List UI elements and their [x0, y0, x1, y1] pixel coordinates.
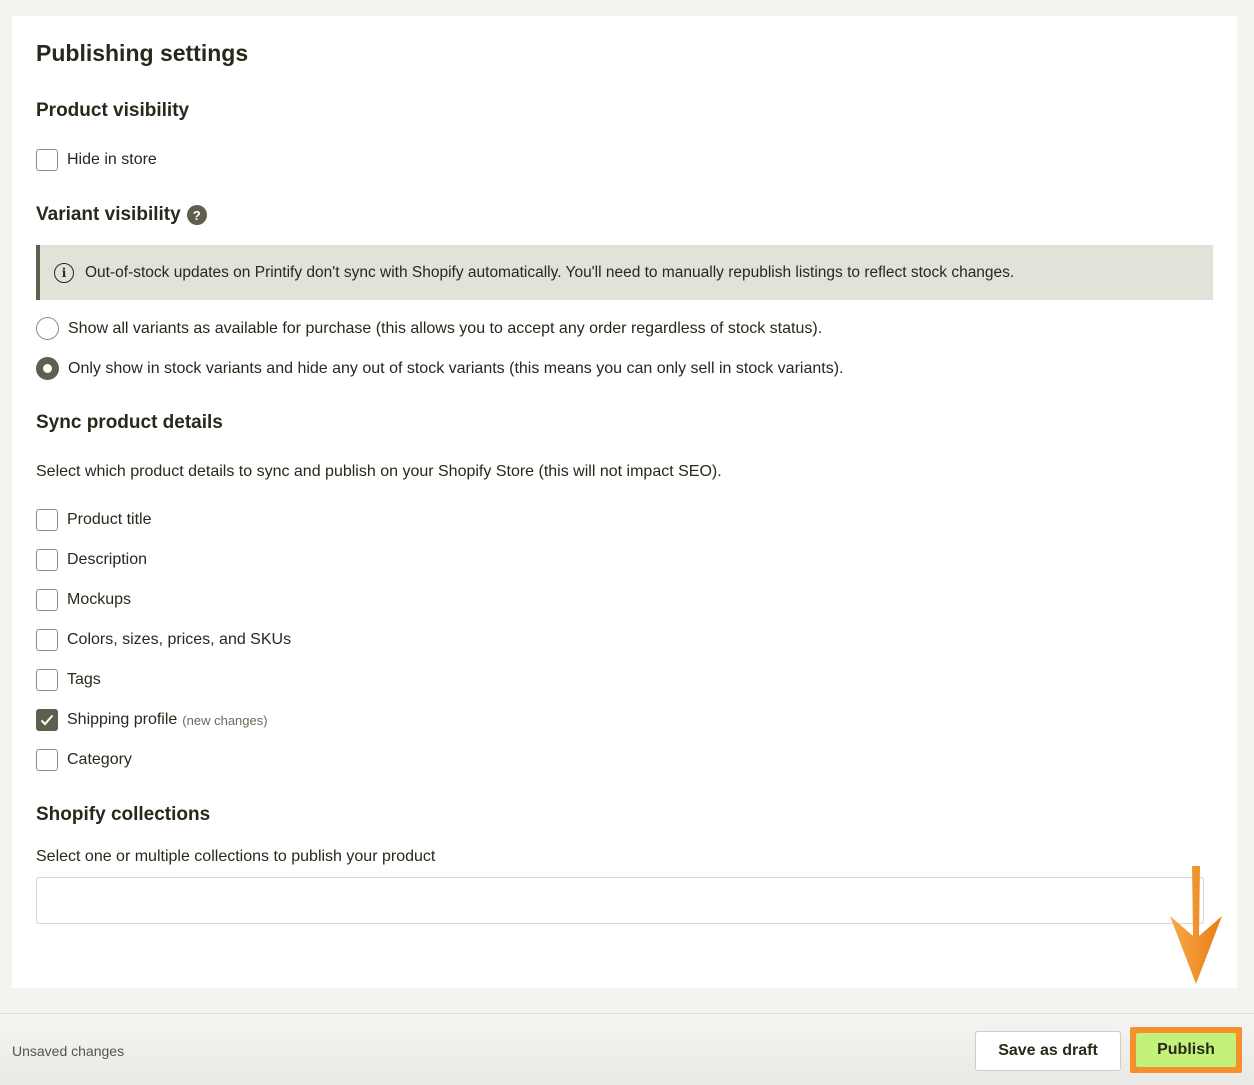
sync-item-checkbox[interactable]: [36, 629, 58, 651]
sync-item-checkbox[interactable]: [36, 709, 58, 731]
down-arrow-annotation-icon: [1164, 866, 1228, 986]
sync-item-checkbox[interactable]: [36, 749, 58, 771]
sync-item-label: Tags: [67, 671, 101, 688]
sync-item-label: Mockups: [67, 591, 132, 608]
sync-item-description[interactable]: [36, 549, 147, 571]
variant-option-all[interactable]: [36, 317, 822, 340]
variant-option-in-stock-label: Only show in stock variants and hide any out of stock variants (this means you can only sell in stock variants).: [68, 359, 844, 377]
help-icon[interactable]: ?: [187, 205, 207, 225]
new-changes-hint: (new changes): [182, 712, 268, 728]
footer-bar: [0, 1013, 1254, 1085]
hide-in-store-label: Hide in store: [67, 151, 157, 168]
sync-item-tags[interactable]: [36, 669, 101, 691]
sync-item-label: Colors, sizes, prices, and SKUs: [67, 631, 292, 648]
variant-option-in-stock-radio[interactable]: [36, 357, 59, 380]
hide-in-store-checkbox[interactable]: [36, 149, 58, 171]
collections-description: Select one or multiple collections to publish your product: [36, 848, 436, 865]
sync-item-checkbox[interactable]: [36, 589, 58, 611]
collections-select-input[interactable]: [36, 877, 1204, 924]
variant-option-all-label: Show all variants as available for purchase (this allows you to accept any order regardless of stock status).: [68, 319, 823, 337]
sync-item-label: Product title: [67, 511, 152, 528]
sync-item-label: Description: [67, 551, 148, 568]
publish-button[interactable]: Publish: [1136, 1033, 1236, 1067]
info-icon: i: [54, 263, 74, 283]
sync-details-heading: Sync product details: [36, 412, 223, 433]
publishing-settings-card: [12, 16, 1237, 988]
sync-item-mockups[interactable]: [36, 589, 131, 611]
sync-item-checkbox[interactable]: [36, 509, 58, 531]
page-title: Publishing settings: [36, 40, 249, 66]
sync-item-shipping-profile[interactable]: [36, 709, 268, 731]
sync-item-label: Shipping profile: [67, 711, 178, 728]
stock-sync-info-banner: [36, 245, 1213, 300]
checkmark-icon: [40, 714, 54, 726]
variant-option-all-radio[interactable]: [36, 317, 59, 340]
sync-details-description: Select which product details to sync and publish on your Shopify Store (this will not impact SEO).: [36, 463, 722, 480]
variant-visibility-title: Variant visibility: [36, 204, 181, 225]
sync-item-checkbox[interactable]: [36, 549, 58, 571]
sync-item-category[interactable]: [36, 749, 132, 771]
sync-item-product-title[interactable]: [36, 509, 151, 531]
variant-visibility-heading: [36, 204, 207, 226]
collections-heading: Shopify collections: [36, 804, 211, 825]
save-as-draft-button[interactable]: Save as draft: [975, 1031, 1121, 1071]
product-visibility-heading: Product visibility: [36, 100, 190, 121]
hide-in-store-option[interactable]: [36, 149, 157, 171]
info-banner-text: Out-of-stock updates on Printify don't sync with Shopify automatically. You'll need to manually republish listings to reflect stock changes.: [85, 263, 1015, 281]
unsaved-changes-status: Unsaved changes: [12, 1043, 125, 1059]
sync-item-label: Category: [67, 751, 132, 768]
variant-option-in-stock[interactable]: [36, 357, 843, 380]
sync-item-variants[interactable]: [36, 629, 291, 651]
publish-button-highlight: [1130, 1027, 1242, 1073]
sync-item-checkbox[interactable]: [36, 669, 58, 691]
